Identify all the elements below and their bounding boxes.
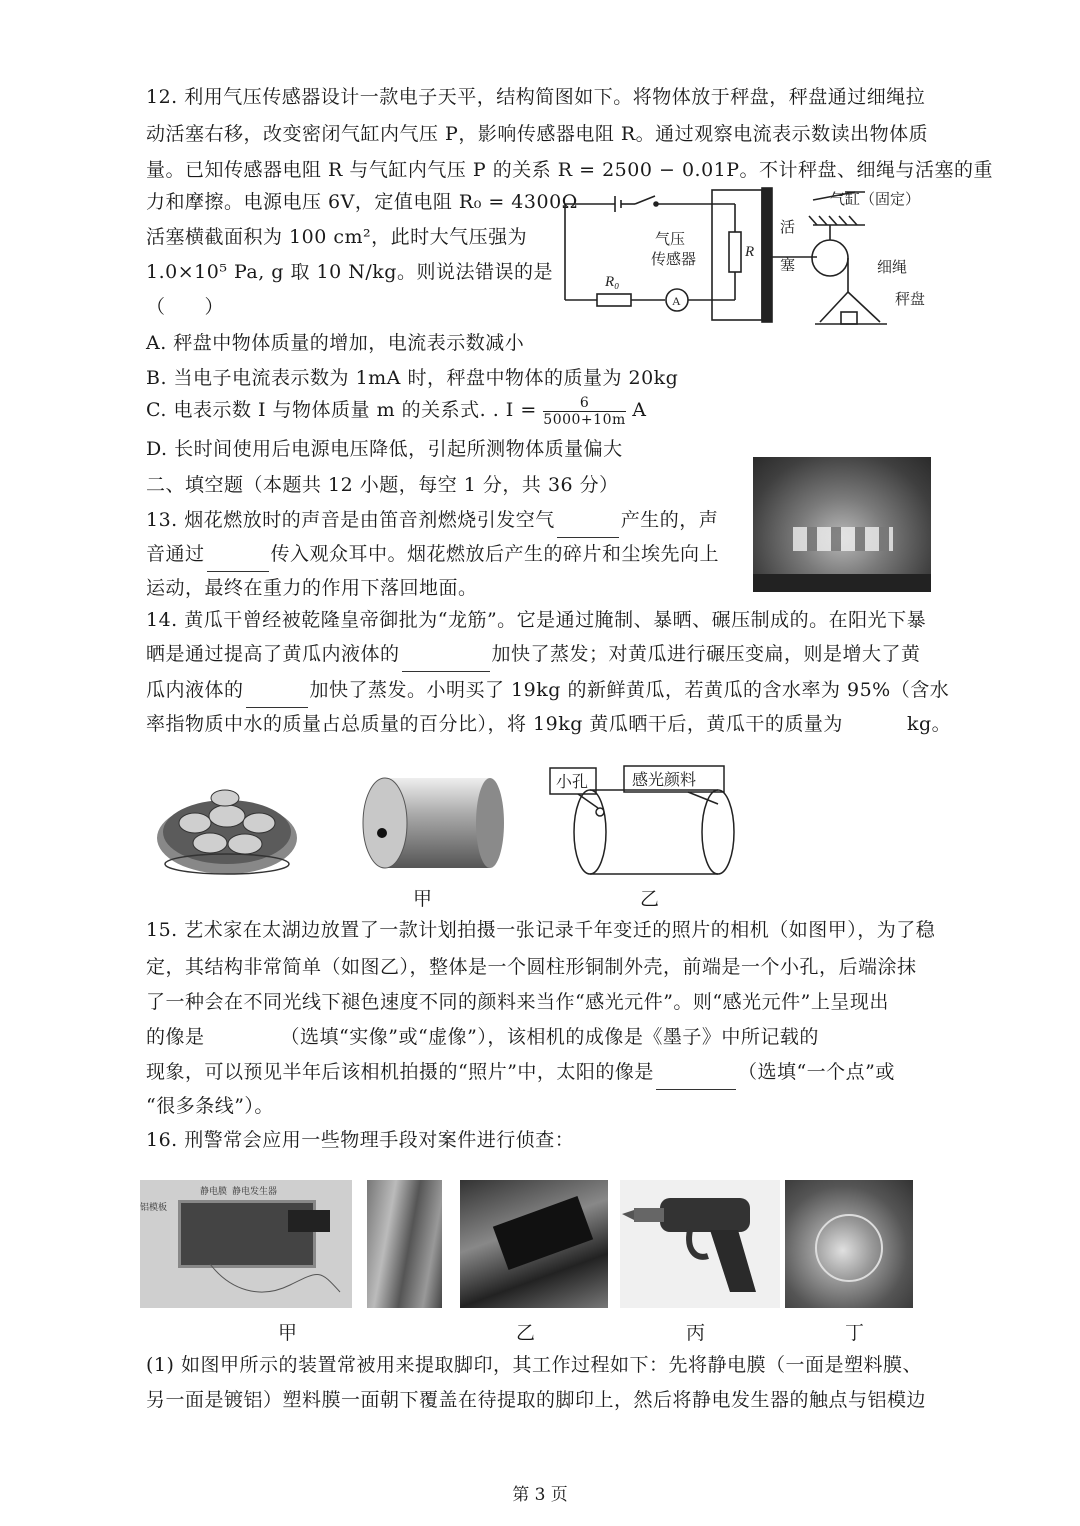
- q14-blank-1[interactable]: [402, 637, 490, 672]
- fireworks-photo: [753, 457, 931, 592]
- camera-diagram-yi: [548, 764, 743, 884]
- label-ammeter: A: [672, 294, 681, 308]
- electrostatic-device-photo: 静电膜 静电发生器 铝模板: [140, 1180, 352, 1308]
- page-number: 第 3 页: [512, 1485, 568, 1505]
- dried-cucumber-photo: [155, 768, 300, 878]
- q12-circuit-diagram: [555, 182, 955, 332]
- label-rope: 细绳: [877, 260, 908, 276]
- q12-line4: 力和摩擦。电源电压 6V，定值电阻 R₀ = 4300Ω: [146, 191, 578, 213]
- q12-option-c-fraction: $\frac{6}{5000+10m}$: [543, 394, 626, 428]
- q12-option-c: C. 电表示数 I 与物体质量 m 的关系式. . I = $\frac{6}{5000+10m}$ A: [146, 394, 647, 428]
- q15-line2: 定，其结构非常简单（如图乙），整体是一个圆柱形铜制外壳，前端是一个小孔，后端涂抹: [146, 956, 917, 978]
- caption-yi: 乙: [640, 888, 660, 910]
- label-pan: 秤盘: [895, 292, 926, 308]
- label-paint: 感光颜料: [632, 772, 697, 789]
- q12-option-d: D. 长时间使用后电源电压降低，引起所测物体质量偏大: [146, 438, 623, 460]
- q15-line5: 现象，可以预见半年后该相机拍摄的“照片”中，太阳的像是 （选填“一个点”或: [146, 1055, 940, 1090]
- section-heading: 二、填空题（本题共 12 小题，每空 1 分，共 36 分）: [146, 474, 619, 496]
- q15-line4: 的像是 （选填“实像”或“虚像”），该相机的成像是《墨子》中所记载的: [146, 1020, 940, 1055]
- q13-blank-1[interactable]: [557, 503, 619, 538]
- camera-photo-jia: [360, 770, 510, 875]
- q12-line3: 量。已知传感器电阻 R 与气缸内气压 P 的关系 R = 2500 − 0.01P。不计秤盘、细绳与活塞的重: [146, 159, 994, 181]
- label-piston-1: 活: [780, 220, 796, 236]
- q14-line4: 率指物质中水的质量占总质量的百分比），将 19kg 黄瓜晒干后，黄瓜干的质量为 kg。: [146, 707, 940, 742]
- q14-blank-2[interactable]: [246, 673, 308, 708]
- evidence-photo-yi-2: [460, 1180, 608, 1308]
- caption-16-yi: 乙: [516, 1322, 536, 1344]
- q13-line2: 音通过 传入观众耳中。烟花燃放后产生的碎片和尘埃先向上: [146, 537, 740, 572]
- caption-16-ding: 丁: [845, 1322, 865, 1344]
- caption-16-jia: 甲: [278, 1322, 298, 1344]
- q12-line5: 活塞横截面积为 100 cm²，此时大气压强为: [146, 226, 528, 248]
- label-cylinder: 气缸（固定）: [830, 192, 921, 208]
- r0-resistor: [597, 294, 631, 306]
- label-sensor-2: 传感器: [651, 252, 697, 268]
- q14-line3: 瓜内液体的 加快了蒸发。小明买了 19kg 的新鲜黄瓜，若黄瓜的含水率为 95%（含水: [146, 673, 940, 708]
- q15-line3: 了一种会在不同光线下褪色速度不同的颜料来当作“感光元件”。则“感光元件”上呈现出: [146, 991, 889, 1013]
- caption-16-bing: 丙: [686, 1322, 706, 1344]
- q13-line3: 运动，最终在重力的作用下落回地面。: [146, 577, 478, 599]
- q14-blank-3[interactable]: [845, 707, 905, 742]
- q15-blank-1[interactable]: [207, 1020, 279, 1055]
- q16-line2: (1) 如图甲所示的装置常被用来提取脚印，其工作过程如下：先将静电膜（一面是塑料膜、: [146, 1354, 922, 1376]
- q12-paren: （ ）: [146, 296, 225, 318]
- q13-blank-2[interactable]: [207, 537, 269, 572]
- q16-line3: 另一面是镀铝）塑料膜一面朝下覆盖在待提取的脚印上，然后将静电发生器的触点与铝模边: [146, 1389, 927, 1411]
- label-sensor-1: 气压: [655, 232, 686, 248]
- glue-gun-photo-bing: [620, 1180, 780, 1308]
- q14-line1: 14. 黄瓜干曾经被乾隆皇帝御批为“龙筋”。它是通过腌制、暴晒、碾压制成的。在阳光下暴: [146, 609, 927, 631]
- evidence-photo-ding: [785, 1180, 913, 1308]
- label-piston-2: 塞: [780, 258, 796, 274]
- q12-option-b: B. 当电子电流表示数为 1mA 时，秤盘中物体的质量为 20kg: [146, 367, 679, 389]
- q14-line2: 晒是通过提高了黄瓜内液体的 加快了蒸发；对黄瓜进行碾压变扁，则是增大了黄: [146, 637, 940, 672]
- caption-jia: 甲: [413, 888, 433, 910]
- q12-line2: 动活塞右移，改变密闭气缸内气压 P，影响传感器电阻 R。通过观察电流表示数读出物体质: [146, 123, 929, 145]
- q15-line1: 15. 艺术家在太湖边放置了一款计划拍摄一张记录千年变迁的照片的相机（如图甲），为了稳: [146, 919, 936, 941]
- q15-blank-2[interactable]: [656, 1055, 736, 1090]
- q15-line6: “很多条线”）。: [146, 1095, 274, 1117]
- label-hole: 小孔: [556, 774, 589, 791]
- q12-line1: 12. 利用气压传感器设计一款电子天平，结构简图如下。将物体放于秤盘，秤盘通过细绳拉: [146, 86, 926, 108]
- q16-line1: 16. 刑警常会应用一些物理手段对案件进行侦查：: [146, 1129, 575, 1151]
- label-R: R: [745, 244, 755, 260]
- q13-line1: 13. 烟花燃放时的声音是由笛音剂燃烧引发空气 产生的，声: [146, 503, 740, 538]
- evidence-photo-yi: [367, 1180, 442, 1308]
- label-R0: R₀: [605, 274, 620, 290]
- q12-line6: 1.0×10⁵ Pa, g 取 10 N/kg。则说法错误的是: [146, 261, 553, 283]
- q12-option-a: A. 秤盘中物体质量的增加，电流表示数减小: [146, 332, 525, 354]
